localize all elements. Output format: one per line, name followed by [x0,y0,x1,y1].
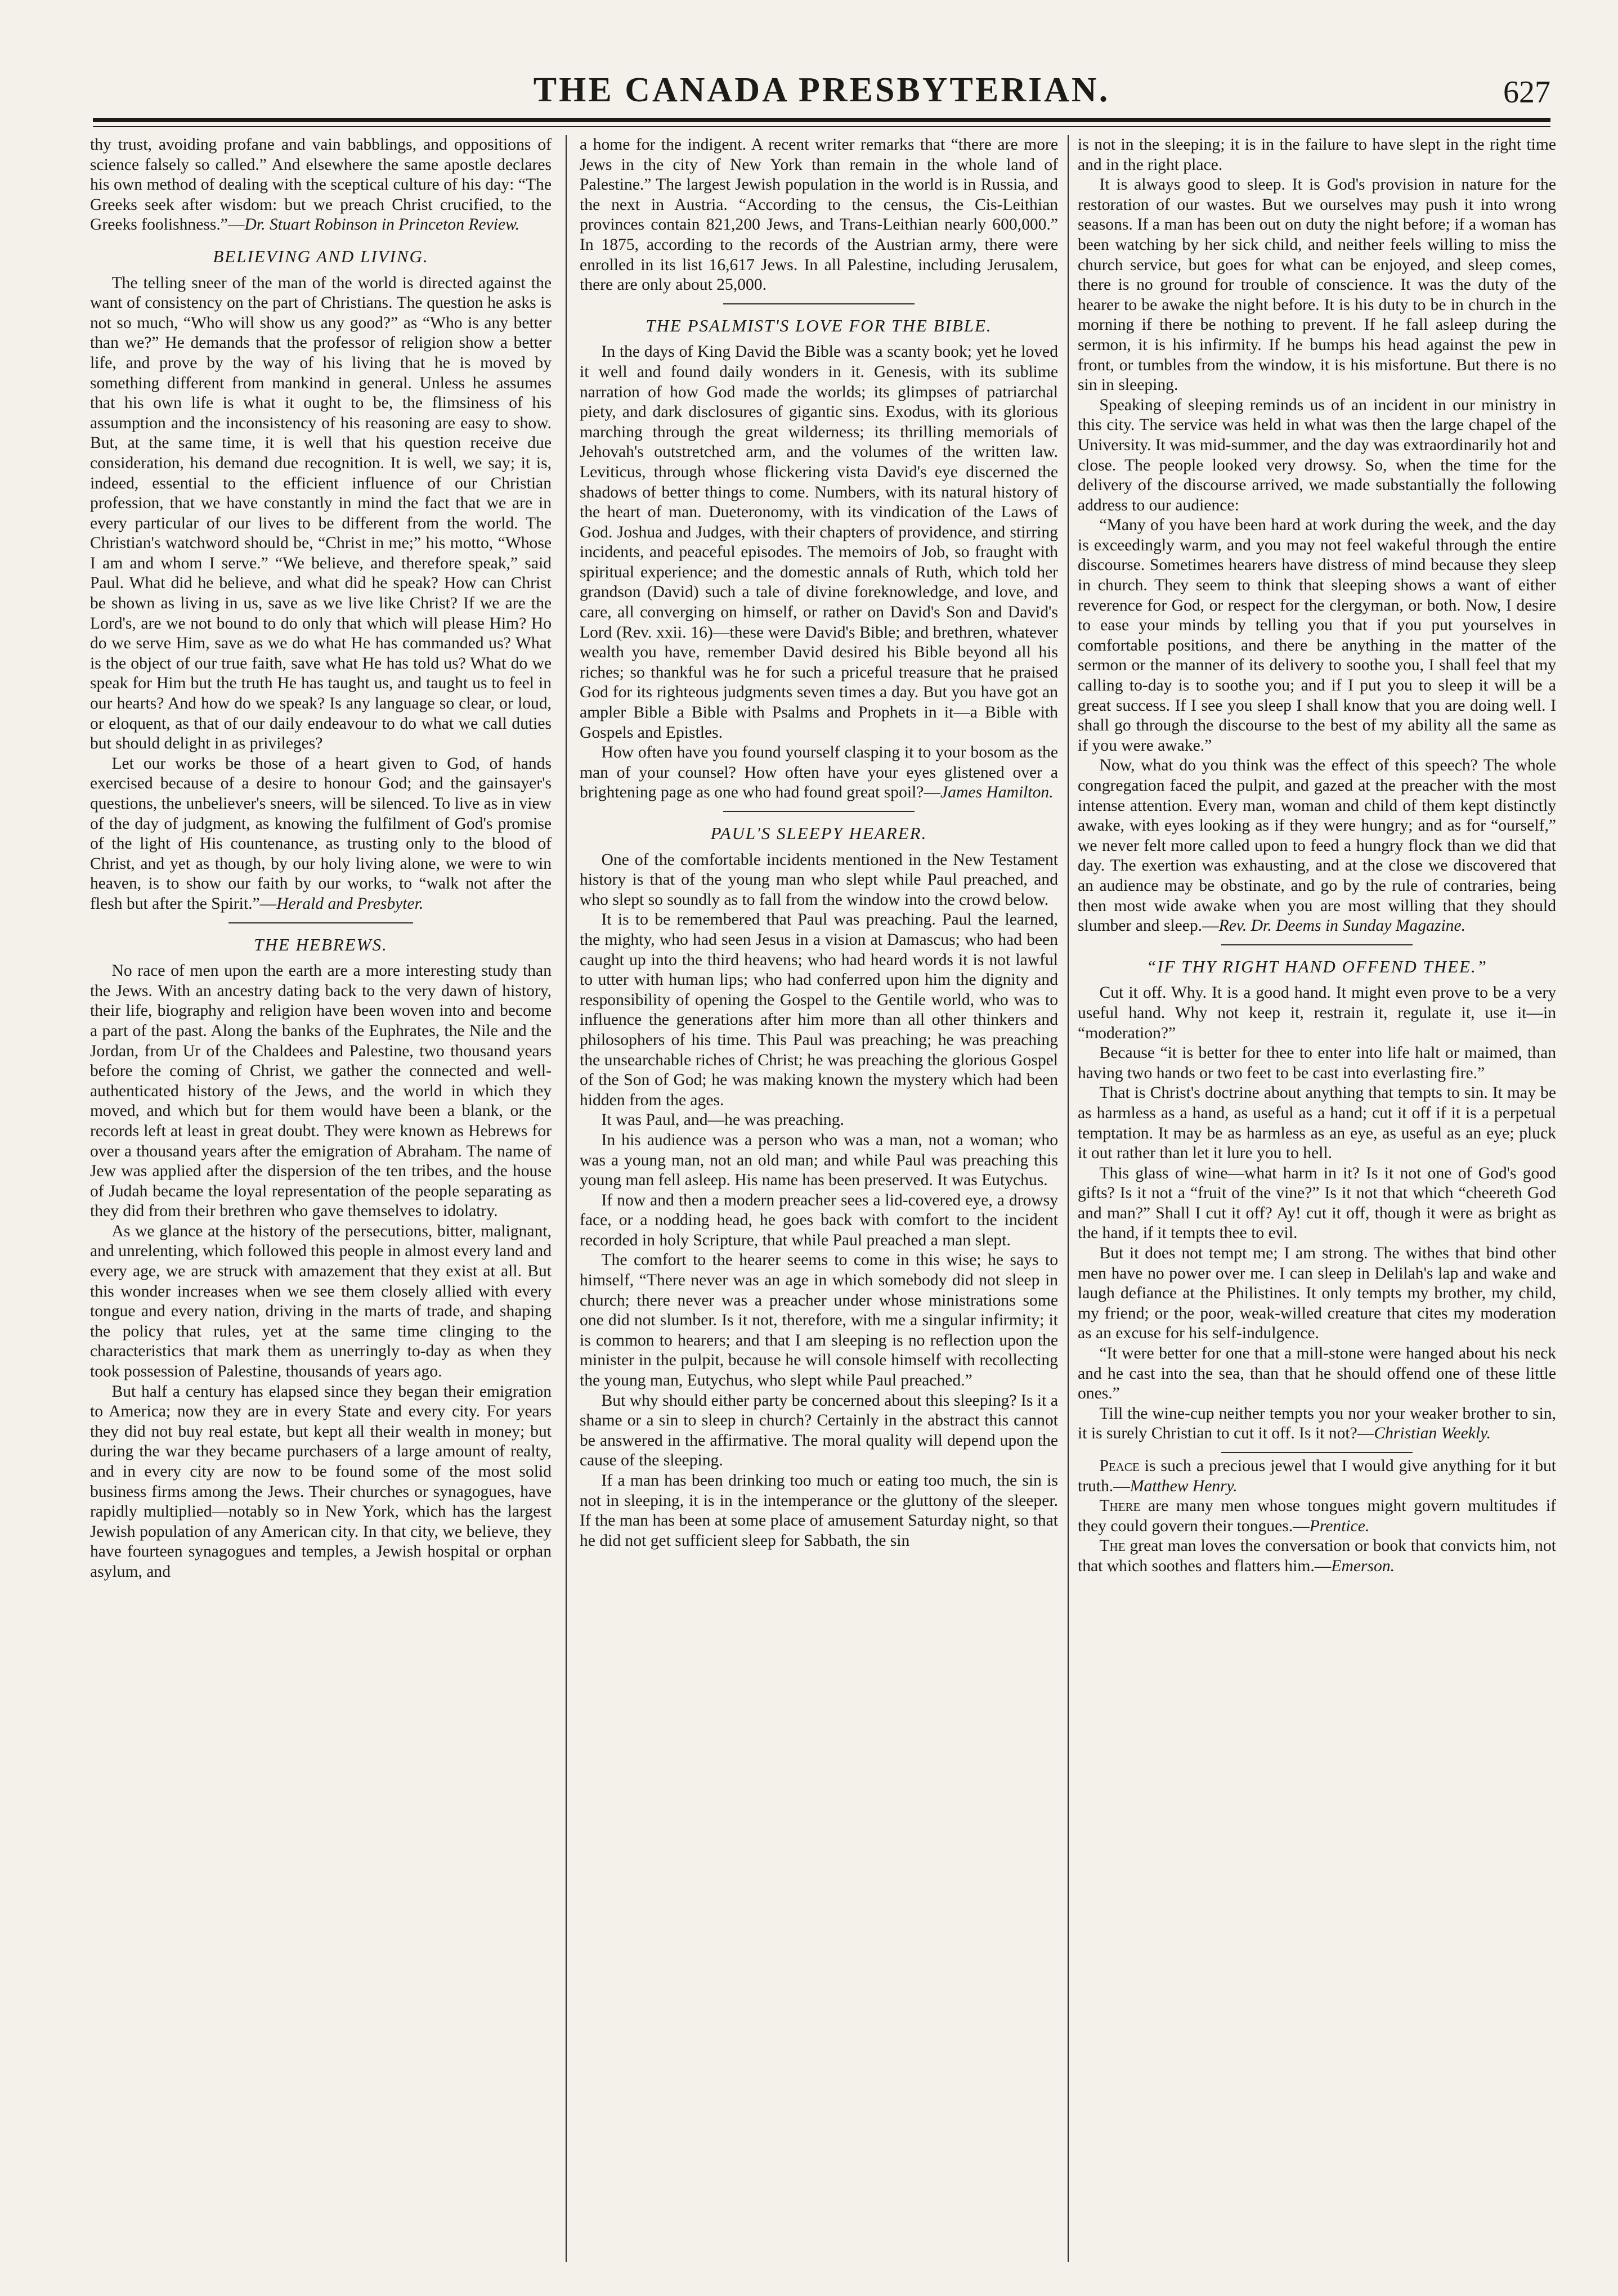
paragraph: It was Paul, and—he was preaching. [601,1111,844,1129]
paragraph: Speaking of sleeping reminds us of an incident in our ministry in this city. The service was held in what was then the large chapel of the University. It was mid-summer, and the day was extraordinarily hot and close. The people looked very drowsy. So, when the time for the delivery of the discourse arrived, we made substantially the following address to our audience: [1078,396,1556,514]
paragraph: This glass of wine—what harm in it? Is it not one of God's good gifts? Is it not a “fruit of the vine?” Is it not that which “cheereth God and man?” Shall I cut it off? Ay! cut it off, though it were as bright as the hand, if it tempts thee to evil. [1078,1164,1556,1243]
attribution: Herald and Presbyter. [276,894,424,913]
article-heading-if-thy-right-hand: “IF THY RIGHT HAND OFFEND THEE.” [1146,956,1487,976]
paragraph: Till the wine-cup neither tempts you nor your weaker brother to sin, it is surely Christian to cut it off. Is it not?—Christian Weekly. [1078,1404,1556,1443]
attribution: Matthew Henry. [1130,1477,1238,1495]
paragraph: In his audience was a person who was a man, not a woman; who was a young man, not an old man; and while Paul was preaching this young man fell asleep. His name has been preserved. It was Eutychus. [580,1131,1058,1190]
header-rule-thin [93,126,1550,127]
paragraph: That is Christ's doctrine about anything that tempts to sin. It may be as harmless as a hand, as useful as a hand; cut it off if it is a perpetual temptation. It may be as harmless as an eye, as useful as an eye; pluck it out rather than let it lure you to hell. [1078,1084,1556,1163]
paragraph: The comfort to the hearer seems to come in this wise; he says to himself, “There never was an age in which somebody did not sleep in church; there never was a preacher under whose ministrations some one did not slumber. Is it not, therefore, with me a singular infirmity; it is common to hearers; and that I am sleeping is no reflection upon the minister in the pulpit, because he will console himself with recollecting the young man, Eutychus, who slept while Paul preached.” [580,1251,1058,1390]
paragraph: The telling sneer of the man of the world is directed against the want of consistency on the part of Christians. The question he asks is not so much, “Who will show us any good?” as “Who is any better than we?” He demands that the professor of religion show a better life, and prove by the way of his living that he is moved by something different from mankind in general. Unless he assumes that his own life is what it ought to be, the flimsiness of his assumption and the inconsistency of his reasoning are easy to show. But, at the same time, it is well that his question receive due consideration, his demand due recognition. It is well, we say; it is, indeed, essential to the efficient influence of our Christian profession, that we have constantly in mind the fact that we are in every particular of our lives to be different from the world. The Christian's watchword should be, “Christ in me;” his motto, “Whose I am and whom I serve.” “We believe, and therefore speak,” said Paul. What did he believe, and what did he speak? How can Christ be shown as living in us, save as we live like Christ? If we are the Lord's, are we not bound to do only that which will please Him? Ho do we serve Him, save as we do what He has commanded us? What is the object of our true faith, save what He has told us? What do we speak for Him but the truth He has taught us, and taught us to feel in our hearts? And how do we speak? Is any language so clear, or loud, or eloquent, as that of our daily endeavour to do what we call duties but should delight in as privileges? [90,273,552,753]
column-divider [566,135,567,2262]
paragraph: How often have you found yourself clasping it to your bosom as the man of your counsel? How often have your eyes glistened over a brightening page as one who had found great spoil?—James Hamilton. [580,743,1058,802]
masthead [93,68,1550,113]
page-number: 627 [1503,75,1550,110]
attribution: James Hamilton. [940,783,1054,802]
paragraph: As we glance at the history of the persecutions, bitter, malignant, and unrelenting, which followed this people in almost every land and every age, we are struck with amazement that they exist at all. But this wonder increases when we see them closely allied with every tongue and every nation, driving in the marts of trade, and shaping the policy that rules, yet at the same time clinging to the characteristics that mark them as unerringly to-day as when they took possession of Palestine, thousands of years ago. [90,1222,552,1381]
article-separator [723,303,915,304]
paragraph: Because “it is better for thee to enter into life halt or maimed, than having two hands or two feet to be cast into everlasting fire.” [1078,1044,1556,1082]
paragraph: But it does not tempt me; I am strong. The withes that bind other men have no power over me. I can sleep in Delilah's lap and wake and laugh defiance at the Philistines. It only tempts my brother, my child, my friend; or the poor, weak-willed creature that cites my moderation as an excuse for his self-indulgence. [1078,1244,1556,1343]
paragraph: “It were better for one that a mill-stone were hanged about his neck and he cast into the sea, than that he should offend one of these little ones.” [1078,1344,1556,1403]
paragraph: is not in the sleeping; it is in the failure to have slept in the right time and in the right place. [1078,136,1556,174]
article-heading-believing-and-living: BELIEVING AND LIVING. [213,246,429,266]
column-3 [1078,135,1556,2273]
paragraph: One of the comfortable incidents mentioned in the New Testament history is that of the young man who slept while Paul preached, and who slept so soundly as to fall from the window into the crowd below. [580,850,1058,909]
paragraph: It is always good to sleep. It is God's provision in nature for the restoration of our wastes. But we ourselves may push it into wrong seasons. If a man has been out on duty the night before; if a woman has been watching by her sick child, and neither feels willing to miss the church service, but goes for what can be enjoyed, and sleep comes, there is no ground for trouble of conscience. It was the duty of the hearer to be awake the night before. It is his duty to be in church in the morning if there be nothing to prevent. If he fall asleep during the sermon, it is his infirmity. If he bumps his head against the pew in front, or tumbles from the window, it is his misfortune. But there is no sin in sleeping. [1078,176,1556,394]
attribution: Prentice. [1309,1517,1370,1535]
quote-item: There are many men whose tongues might govern multitudes if they could govern their tongues.—Prentice. [1078,1497,1556,1535]
article-separator [1221,944,1413,945]
paragraph: If now and then a modern preacher sees a lid-covered eye, a drowsy face, or a nodding head, he goes back with comfort to the incident recorded in holy Scripture, that while Paul preached a man slept. [580,1191,1058,1249]
paragraph: But why should either party be concerned about this sleeping? Is it a shame or a sin to sleep in church? Certainly in the abstract this cannot be answered in the affirmative. The moral quality will depend upon the cause of the sleeping. [580,1391,1058,1470]
paragraph: Let our works be those of a heart given to God, of hands exercised because of a desire to honour God; and the gainsayer's questions, the unbeliever's sneers, will be silenced. To live as in view of the day of judgment, as knowing the fulfilment of God's promise of the light of His countenance, as trusting only to the blood of Christ, and yet as though, by our holy living alone, we were to win heaven, is to show our faith by our works, to “walk not after the flesh but after the Spirit.”—Herald and Presbyter. [90,754,552,913]
paragraph: If a man has been drinking too much or eating too much, the sin is not in sleeping, it is in the intemperance or the gluttony of the sleeper. If the man has been at some place of amusement Saturday night, so that he did not get sufficient sleep for Sabbath, the sin [580,1472,1058,1550]
article-heading-the-hebrews: THE HEBREWS. [254,934,388,954]
paragraph: Now, what do you think was the effect of this speech? The whole congregation faced the pulpit, and gazed at the preacher with the most intense attention. Every man, woman and child of them kept distinctly awake, with eyes looking as if they were hungry; and as for “ourself,” we never felt more called upon to feed a hungry flock than we did that day. The exertion was exhausting, and at the close we discovered that an audience may be obstinate, and go by the rule of contraries, being then most wide awake when you are most willing that they should slumber and sleep.—Rev. Dr. Deems in Sunday Magazine. [1078,756,1556,935]
paragraph: In the days of King David the Bible was a scanty book; yet he loved it well and found daily wonders in it. Genesis, with its sublime narration of how God made the worlds; its glimpses of patriarchal piety, and dark disclosures of gigantic sins. Exodus, with its glorious marching through the great wilderness; its thrilling memorials of Jehovah's outstretched arm, and the volumes of the written law. Leviticus, through whose flickering vista David's eye discerned the shadows of better things to come. Numbers, with its natural history of the heart of man. Dueteronomy, with its vindication of the Laws of God. Joshua and Judges, with their chapters of providence, and stirring incidents, and peaceful episodes. The memoirs of Job, so fraught with spiritual experience; and the domestic annals of Ruth, which told her grandson (David) such a tale of divine foreknowledge, and love, and care, all converging on himself, or rather on David's Son and David's Lord (Rev. xxii. 16)—these were David's Bible; and brethren, whatever wealth you have, remember David desired his Bible beyond all his riches; so thankful was he for such a priceful treasure that he praised God for its righteous judgments seven times a day. But you have got an ampler Bible a Bible with Psalms and Prophets in it—a Bible with Gospels and Epistles. [580,343,1058,742]
article-separator [1221,1452,1413,1453]
paragraph: But half a century has elapsed since they began their emigration to America; now they are in every State and every city. For years they did not buy real estate, but kept all their wealth in money; but during the war they became purchasers of a large amount of realty, and in every city are now to be found some of the most solid business firms among the Jews. Their churches or synagogues, have rapidly multiplied—notably so in New York, which has the largest Jewish population of any American city. In that city, we believe, they have fourteen synagogues and temples, a Jewish hospital or orphan asylum, and [90,1382,552,1581]
paragraph: “Many of you have been hard at work during the week, and the day is exceedingly warm, and you may not feel wakeful through the entire discourse. Sometimes hearers have distress of mind because they sleep in church. They seem to think that sleeping shows a want of either reverence for God, or respect for the clergyman, or both. Now, I desire to ease your minds by telling you that if you put yourselves in comfortable positions, and there be anything in the matter of the sermon or the manner of its delivery to soothe you, I shall feel that my calling to-day is to soothe you; and if I put you to sleep it will be a great success. If I see you sleep I shall know that you are doing well. I shall go through the discourse to the best of my ability all the same as if you were awake.” [1078,516,1556,755]
paragraph: Cut it off. Why. It is a good hand. It might even prove to be a very useful hand. Why not keep it, restrain it, regulate it, use it—in “moderation?” [1078,984,1556,1042]
article-separator [228,922,413,923]
paragraph: It is to be remembered that Paul was preaching. Paul the learned, the mighty, who had seen Jesus in a vision at Damascus; who had been caught up into the third heavens; who had heard words it is not lawful to utter with human lips; who had conferred upon him the dignity and responsibility of opening the Gospel to the Gentile world, who was to influence the generations after him more than all other thinkers and philosophers of his time. This Paul was preaching; he was preaching the unsearchable riches of Christ; he was preaching the glorious Gospel of the Son of God; he was making known the mystery which had been hidden from the ages. [580,911,1058,1109]
column-divider [1068,135,1069,2262]
quote-item: The great man loves the conversation or book that convicts him, not that which soothes and flatters him.—Emerson. [1078,1537,1556,1575]
article-separator [723,811,915,812]
paragraph: No race of men upon the earth are a more interesting study than the Jews. With an ancestry dating back to the very dawn of history, their life, biography and religion have been woven into and become a part of the past. Along the banks of the Euphrates, the Nile and the Jordan, from Ur of the Chaldees and Palestine, two thousand years before the coming of Christ, we gather the connected and well-authenticated history of the Jews, and the world in which they moved, and which but for them would have been a blank, or the records left at least in great doubt. They were known as Hebrews for over a thousand years after the emigration of Abraham. The name of Jew was applied after the dispersion of the ten tribes, and the house of Judah became the loyal representation of the people separating as they did from their brethren who gave themselves to idolatry. [90,962,552,1221]
attribution: Dr. Stuart Robinson in Princeton Review. [244,216,520,234]
publication-title: THE CANADA PRESBYTERIAN. [533,71,1110,109]
quote-item: Peace is such a precious jewel that I would give anything for it but truth.—Matthew Henry. [1078,1457,1556,1495]
header-rule-thick [93,118,1550,122]
attribution: Christian Weekly. [1374,1424,1491,1443]
attribution: Emerson. [1331,1557,1395,1575]
column-2 [580,135,1058,2273]
column-1 [90,135,552,2273]
article-heading-psalmists-love: THE PSALMIST'S LOVE FOR THE BIBLE. [646,315,992,335]
paragraph: a home for the indigent. A recent writer remarks that “there are more Jews in the city of New York than remain in the whole land of Palestine.” The largest Jewish population in the world is in Russia, and the next in Austria. “According to the census, the Cis-Leithian provinces contain 821,200 Jews, and Trans-Leithian nearly 600,000.” In 1875, according to the records of the Austrian army, there were enrolled in its list 16,617 Jews. In all Palestine, including Jerusalem, there are only about 25,000. [580,136,1058,294]
article-heading-pauls-sleepy-hearer: PAUL'S SLEEPY HEARER. [710,823,927,843]
attribution: Rev. Dr. Deems in Sunday Magazine. [1218,917,1465,935]
paragraph: thy trust, avoiding profane and vain babblings, and oppositions of science falsely so called.” And elsewhere the same apostle declares his own method of dealing with the sceptical culture of his day: “The Greeks seek after wisdom: but we preach Christ crucified, to the Greeks foolishness.”—Dr. Stuart Robinson in Princeton Review. [90,136,552,234]
